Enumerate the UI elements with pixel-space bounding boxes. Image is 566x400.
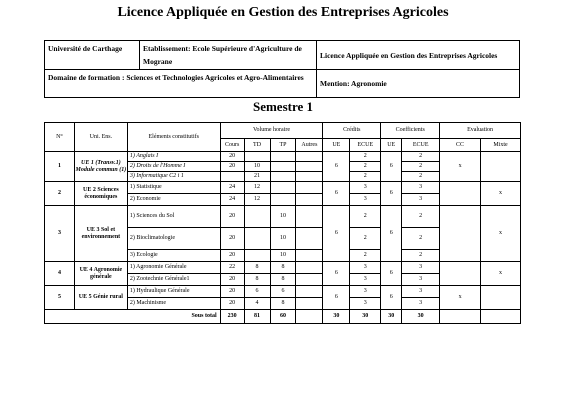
mention-cell: Mention: Agronomie [317, 70, 520, 98]
col-coef-ue: UE [381, 139, 402, 152]
ue-coef: 6 [381, 206, 402, 262]
cell-ecue-coef: 3 [402, 274, 440, 286]
table-row [45, 182, 521, 194]
eval-mixte [481, 286, 521, 310]
cell-autres [296, 274, 323, 286]
eval-mixte [481, 152, 521, 182]
table-row [45, 152, 521, 162]
element-name: 2) Droits de l'Homme I [127, 162, 220, 172]
col-elements: Eléments constitutifs [127, 123, 220, 152]
ue-number: 4 [45, 262, 75, 286]
element-name: 1) Statistique [127, 182, 220, 194]
ue-coef: 6 [381, 182, 402, 206]
cell-tp: 6 [270, 286, 296, 298]
eval-cc [440, 206, 481, 262]
cell-ecue-credits: 3 [350, 298, 381, 310]
cell-td [244, 206, 270, 228]
etablissement-cell: Etablissement: Ecole Supérieure d'Agriculture de Mograne [140, 41, 317, 70]
subtotal-label: Sous total [127, 310, 220, 324]
cell-td: 4 [244, 298, 270, 310]
cell-ecue-credits: 3 [350, 286, 381, 298]
cell-td: 6 [244, 286, 270, 298]
curriculum-table [44, 122, 521, 324]
total-ue-credits: 30 [323, 310, 350, 324]
totals-row [45, 310, 521, 324]
cell-cours: 24 [220, 182, 244, 194]
cell-td: 12 [244, 182, 270, 194]
cell-td: 21 [244, 172, 270, 182]
cell-ecue-credits: 2 [350, 162, 381, 172]
col-ue: Uni. Ens. [74, 123, 127, 152]
ue-credits: 6 [323, 262, 350, 286]
eval-mixte: x [481, 206, 521, 262]
cell-tp [270, 182, 296, 194]
col-credits-ecue: ECUE [350, 139, 381, 152]
element-name: 2) Machinisme [127, 298, 220, 310]
cell-cours: 20 [220, 250, 244, 262]
cell-tp [270, 162, 296, 172]
ue-credits: 6 [323, 182, 350, 206]
cell-autres [296, 262, 323, 274]
cell-tp [270, 194, 296, 206]
table-row [45, 286, 521, 298]
total-mixte [481, 310, 521, 324]
total-td: 81 [244, 310, 270, 324]
total-ue-coef: 30 [381, 310, 402, 324]
ue-name: UE 4 Agronomie générale [74, 262, 127, 286]
col-credits-ue: UE [323, 139, 350, 152]
eval-cc: x [440, 286, 481, 310]
eval-cc: x [440, 152, 481, 182]
cell-cours: 20 [220, 286, 244, 298]
cell-tp: 10 [270, 250, 296, 262]
domaine-cell: Domaine de formation : Sciences et Technologies Agricoles et Agro-Alimentaires [45, 70, 317, 98]
cell-ecue-credits: 2 [350, 250, 381, 262]
cell-cours: 22 [220, 262, 244, 274]
cell-autres [296, 298, 323, 310]
cell-ecue-coef: 2 [402, 172, 440, 182]
total-ecue-credits: 30 [350, 310, 381, 324]
cell-ecue-coef: 2 [402, 228, 440, 250]
col-cours: Cours [220, 139, 244, 152]
eval-cc [440, 182, 481, 206]
cell-tp [270, 152, 296, 162]
total-ecue-coef: 30 [402, 310, 440, 324]
cell-td: 8 [244, 262, 270, 274]
cell-autres [296, 250, 323, 262]
info-header-table [44, 40, 520, 98]
total-cours: 230 [220, 310, 244, 324]
cell-cours: 20 [220, 152, 244, 162]
cell-tp [270, 172, 296, 182]
cell-ecue-credits: 2 [350, 172, 381, 182]
cell-cours: 20 [220, 162, 244, 172]
element-name: 2) Bioclimatologie [127, 228, 220, 250]
cell-ecue-coef: 3 [402, 298, 440, 310]
ue-name: UE 5 Génie rural [74, 286, 127, 310]
cell-autres [296, 286, 323, 298]
cell-tp: 8 [270, 274, 296, 286]
ue-credits: 6 [323, 206, 350, 262]
col-eval: Evaluation [440, 123, 521, 139]
ue-credits: 6 [323, 152, 350, 182]
element-name: 3) Informatique C2 i 1 [127, 172, 220, 182]
cell-ecue-coef: 2 [402, 162, 440, 172]
cell-ecue-coef: 3 [402, 286, 440, 298]
cell-td: 10 [244, 162, 270, 172]
ue-coef: 6 [381, 262, 402, 286]
cell-cours: 20 [220, 228, 244, 250]
ue-name: UE 2 Sciences économiques [74, 182, 127, 206]
cell-cours: 20 [220, 274, 244, 286]
cell-ecue-credits: 3 [350, 262, 381, 274]
cell-cours: 20 [220, 298, 244, 310]
cell-autres [296, 194, 323, 206]
cell-ecue-coef: 2 [402, 250, 440, 262]
element-name: 1) Hydraulique Générale [127, 286, 220, 298]
col-coef-ecue: ECUE [402, 139, 440, 152]
eval-cc [440, 262, 481, 286]
cell-tp: 10 [270, 228, 296, 250]
licence-cell: Licence Appliquée en Gestion des Entreprises Agricoles [317, 41, 520, 70]
cell-ecue-coef: 2 [402, 152, 440, 162]
ue-number: 5 [45, 286, 75, 310]
cell-td [244, 228, 270, 250]
element-name: 1) Anglais I [127, 152, 220, 162]
cell-autres [296, 172, 323, 182]
total-autres [296, 310, 323, 324]
element-name: 2) Zootechnie Générale1 [127, 274, 220, 286]
semester-title: Semestre 1 [252, 99, 314, 114]
total-tp: 60 [270, 310, 296, 324]
cell-autres [296, 182, 323, 194]
col-mixte: Mixte [481, 139, 521, 152]
cell-ecue-coef: 3 [402, 262, 440, 274]
cell-ecue-credits: 3 [350, 194, 381, 206]
element-name: 1) Agronomie Générale [127, 262, 220, 274]
eval-mixte: x [481, 182, 521, 206]
university-cell: Université de Carthage [45, 41, 140, 70]
col-credits: Crédits [323, 123, 381, 139]
element-name: 2) Economie [127, 194, 220, 206]
cell-autres [296, 206, 323, 228]
element-name: 3) Ecologie [127, 250, 220, 262]
cell-ecue-credits: 3 [350, 274, 381, 286]
cell-ecue-credits: 2 [350, 206, 381, 228]
cell-ecue-credits: 2 [350, 152, 381, 162]
cell-ecue-credits: 2 [350, 228, 381, 250]
cell-ecue-coef: 3 [402, 194, 440, 206]
ue-coef: 6 [381, 286, 402, 310]
cell-cours: 24 [220, 194, 244, 206]
cell-cours: 20 [220, 206, 244, 228]
table-row [45, 262, 521, 274]
cell-ecue-credits: 3 [350, 182, 381, 194]
total-cc [440, 310, 481, 324]
cell-ecue-coef: 3 [402, 182, 440, 194]
ue-credits: 6 [323, 286, 350, 310]
ue-number: 2 [45, 182, 75, 206]
ue-name: UE 1 (Transv.1) Module commun (1) [74, 152, 127, 182]
table-row [45, 206, 521, 228]
cell-tp: 10 [270, 206, 296, 228]
cell-autres [296, 162, 323, 172]
col-num: N° [45, 123, 75, 152]
col-autres: Autres [296, 139, 323, 152]
col-td: TD [244, 139, 270, 152]
cell-td: 12 [244, 194, 270, 206]
document-title: Licence Appliquée en Gestion des Entreprises Agricoles [117, 5, 449, 20]
col-coef: Coefficients [381, 123, 440, 139]
cell-td: 8 [244, 274, 270, 286]
ue-number: 3 [45, 206, 75, 262]
ue-number: 1 [45, 152, 75, 182]
cell-autres [296, 152, 323, 162]
cell-ecue-coef: 2 [402, 206, 440, 228]
element-name: 1) Sciences du Sol [127, 206, 220, 228]
col-volume: Volume horaire [220, 123, 323, 139]
cell-td [244, 250, 270, 262]
ue-name: UE 3 Sol et environnement [74, 206, 127, 262]
col-cc: CC [440, 139, 481, 152]
col-tp: TP [270, 139, 296, 152]
eval-mixte: x [481, 262, 521, 286]
cell-td [244, 152, 270, 162]
ue-coef: 6 [381, 152, 402, 182]
cell-tp: 8 [270, 298, 296, 310]
cell-tp: 8 [270, 262, 296, 274]
cell-autres [296, 228, 323, 250]
cell-cours [220, 172, 244, 182]
